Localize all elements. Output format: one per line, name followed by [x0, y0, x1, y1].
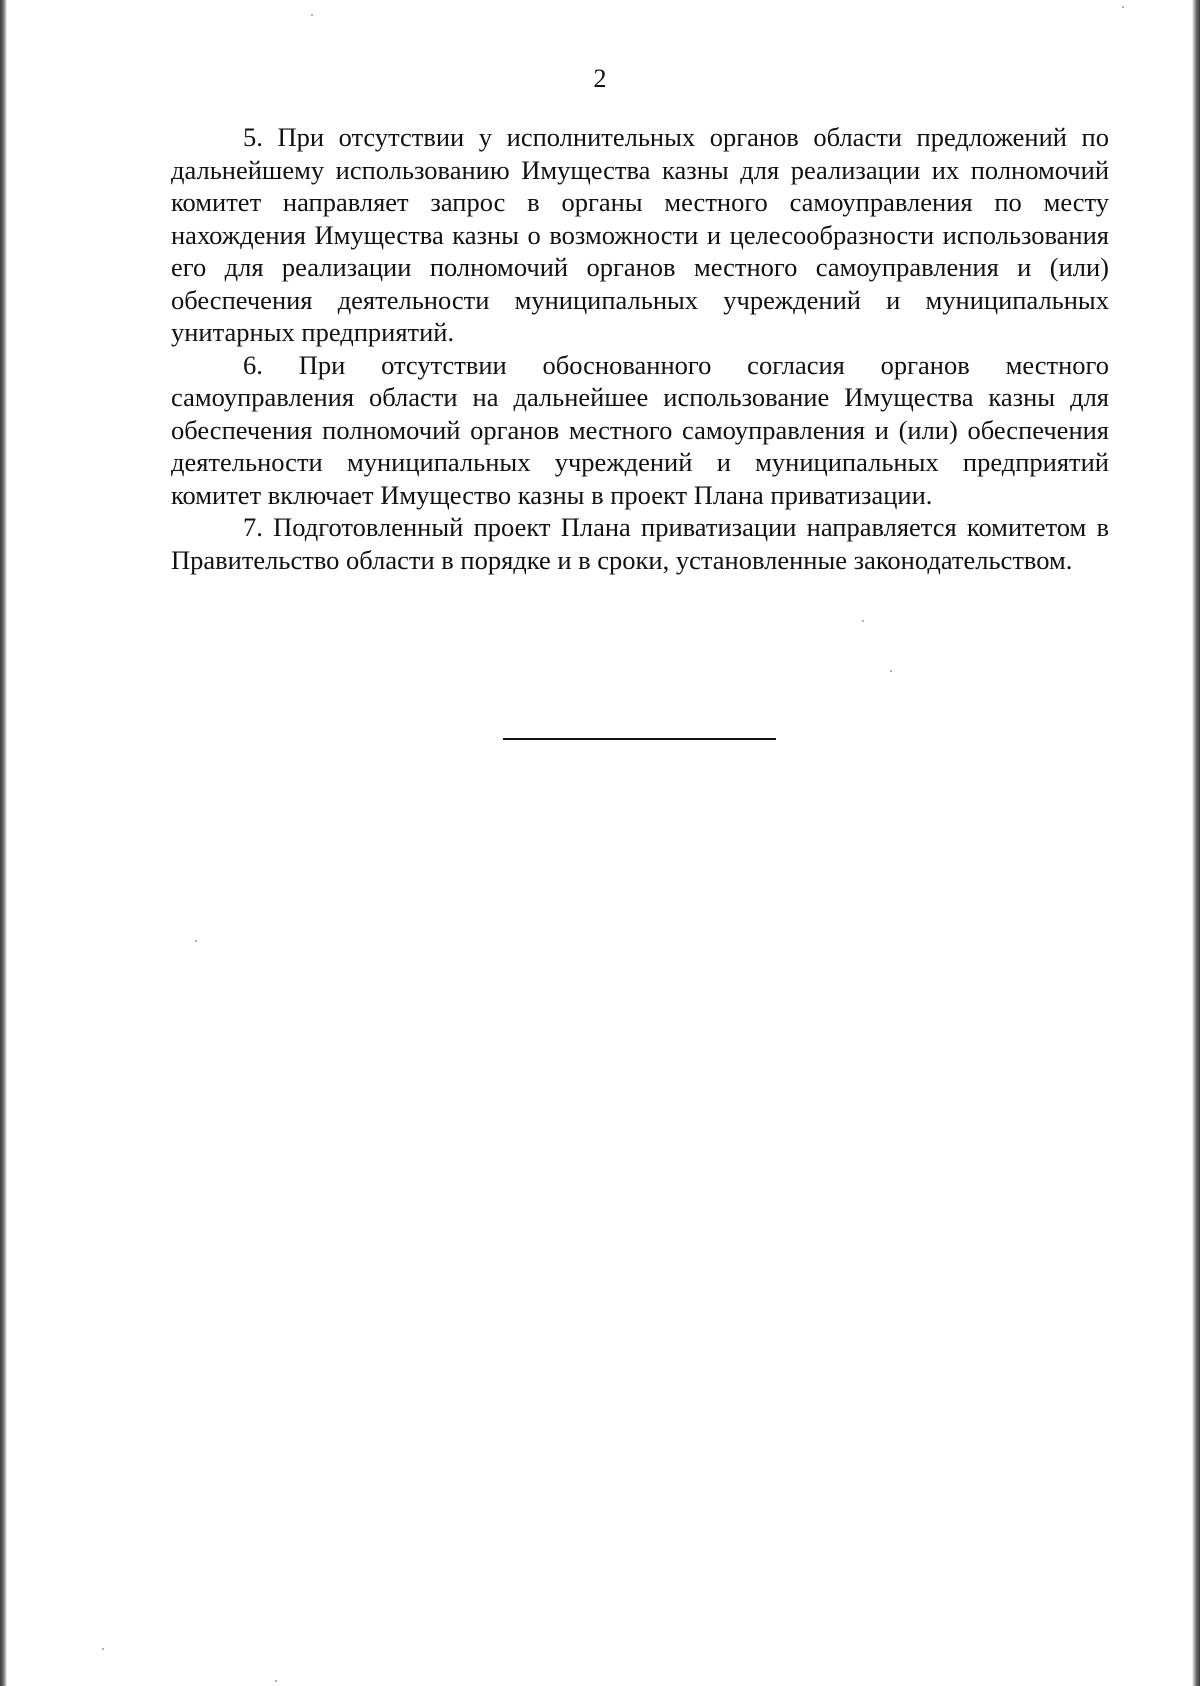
paragraph-5: 5. При отсутствии у исполнительных органов области предложений по дальнейшему использованию Имущества казны для реализации их полномочий комитет направляет запрос в органы местного самоуправления по месту нахождения Имущества казны о возможности и целесообразности использования его для реализации полномочий органов местного самоуправления и (или) обеспечения деятельности муниципальных учреждений и муниципальных унитарных предприятий.	[171, 122, 1109, 347]
scan-speck	[195, 940, 197, 942]
scan-speck	[1122, 6, 1124, 8]
scan-speck	[862, 620, 864, 622]
scan-edge-left	[0, 0, 7, 1686]
page-number: 2	[593, 64, 607, 93]
end-separator-line	[503, 738, 776, 740]
scan-speck	[311, 14, 313, 16]
document-body	[171, 121, 1109, 576]
scan-speck	[890, 670, 892, 672]
scan-speck	[102, 1648, 104, 1650]
paragraph-6: 6. При отсутствии обоснованного согласия органов местного самоуправления области на дальнейшее использование Имущества казны для обеспечения полномочий органов местного самоуправления и (или) обеспечения деятельности муниципальных учреждений и муниципальных предприятий комитет включает Имущество казны в проект Плана приватизации.	[171, 349, 1109, 510]
paragraph-7: 7. Подготовленный проект Плана приватизации направляется комитетом в Правительство области в порядке и в сроки, установленные законодательством.	[171, 512, 1109, 575]
scan-edge-right	[1192, 0, 1200, 1686]
scan-speck	[275, 1680, 277, 1682]
